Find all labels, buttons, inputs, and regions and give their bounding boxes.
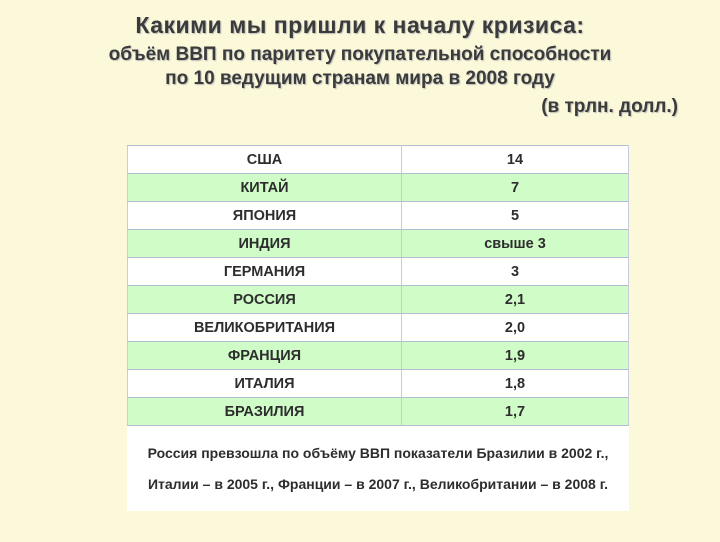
country-cell: ЯПОНИЯ: [128, 202, 402, 230]
table-row: [128, 174, 629, 202]
country-cell: ВЕЛИКОБРИТАНИЯ: [128, 314, 402, 342]
value-cell: 1,8: [402, 370, 629, 398]
country-cell: РОССИЯ: [128, 286, 402, 314]
table-row: [128, 370, 629, 398]
value-cell: 1,7: [402, 398, 629, 426]
table-row: [128, 286, 629, 314]
table-row: [128, 258, 629, 286]
value-cell: 14: [402, 146, 629, 174]
value-cell: 5: [402, 202, 629, 230]
country-cell: БРАЗИЛИЯ: [128, 398, 402, 426]
value-cell: 7: [402, 174, 629, 202]
value-cell: 3: [402, 258, 629, 286]
table-row: [128, 230, 629, 258]
slide-title: Какими мы пришли к началу кризиса:: [135, 12, 585, 38]
units-label: (в трлн. долл.): [541, 96, 678, 117]
country-cell: ИНДИЯ: [128, 230, 402, 258]
table-row: [128, 342, 629, 370]
content-panel: [127, 145, 629, 511]
summary-note-line1: Россия превзошла по объёму ВВП показатели Бразилии в 2002 г.,: [147, 445, 609, 461]
country-cell: ФРАНЦИЯ: [128, 342, 402, 370]
summary-note: [127, 438, 629, 500]
slide-subtitle-line2: по 10 ведущим странам мира в 2008 году: [165, 68, 555, 89]
value-cell: 2,0: [402, 314, 629, 342]
country-cell: США: [128, 146, 402, 174]
summary-note-line2: Италии – в 2005 г., Франции – в 2007 г., Великобритании – в 2008 г.: [147, 476, 609, 492]
value-cell: 1,9: [402, 342, 629, 370]
value-cell: свыше 3: [402, 230, 629, 258]
table-row: [128, 146, 629, 174]
gdp-table: [127, 145, 629, 426]
table-row: [128, 398, 629, 426]
table-row: [128, 314, 629, 342]
country-cell: ГЕРМАНИЯ: [128, 258, 402, 286]
slide-subtitle-line1: объём ВВП по паритету покупательной способности: [108, 44, 612, 65]
table-row: [128, 202, 629, 230]
country-cell: ИТАЛИЯ: [128, 370, 402, 398]
country-cell: КИТАЙ: [128, 174, 402, 202]
value-cell: 2,1: [402, 286, 629, 314]
